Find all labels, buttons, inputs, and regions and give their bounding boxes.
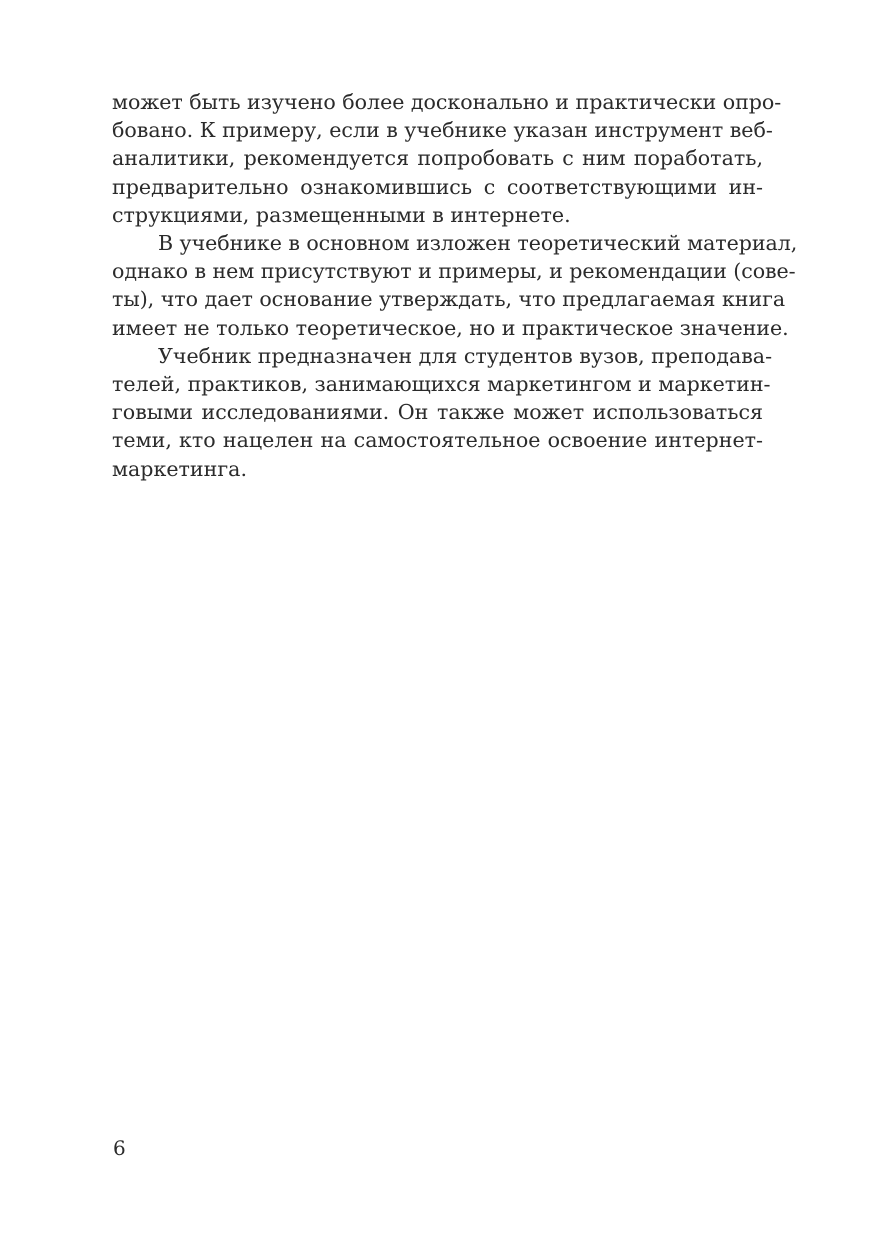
text-line: говыми исследованиями. Он также может использоваться [112, 400, 763, 425]
paragraph-2 [112, 229, 798, 342]
text-line: теми, кто нацелен на самостоятельное освоение интернет- [112, 428, 763, 453]
body-text [112, 88, 798, 483]
page-number: 6 [113, 1136, 126, 1160]
text-line: ты), что дает основание утверждать, что предлагаемая книга [112, 287, 786, 312]
text-line: маркетинга. [112, 456, 247, 481]
text-line: бовано. К примеру, если в учебнике указан инструмент веб- [112, 118, 773, 143]
text-line: телей, практиков, занимающихся маркетингом и маркетин- [112, 372, 771, 397]
text-line: предварительно ознакомившись с соответствующими ин- [112, 174, 763, 199]
text-line: Учебник предназначен для студентов вузов, преподава- [158, 343, 773, 368]
text-line: аналитики, рекомендуется попробовать с ним поработать, [112, 146, 763, 171]
text-line: может быть изучено более досконально и практически опро- [112, 90, 782, 114]
text-line: однако в нем присутствуют и примеры, и рекомендации (сове- [112, 259, 796, 284]
text-line: В учебнике в основном изложен теоретический материал, [158, 231, 798, 256]
text-line: струкциями, размещенными в интернете. [112, 202, 571, 227]
text-line: имеет не только теоретическое, но и практическое значение. [112, 315, 789, 340]
paragraph-3 [112, 342, 773, 483]
paragraph-1 [112, 88, 782, 229]
